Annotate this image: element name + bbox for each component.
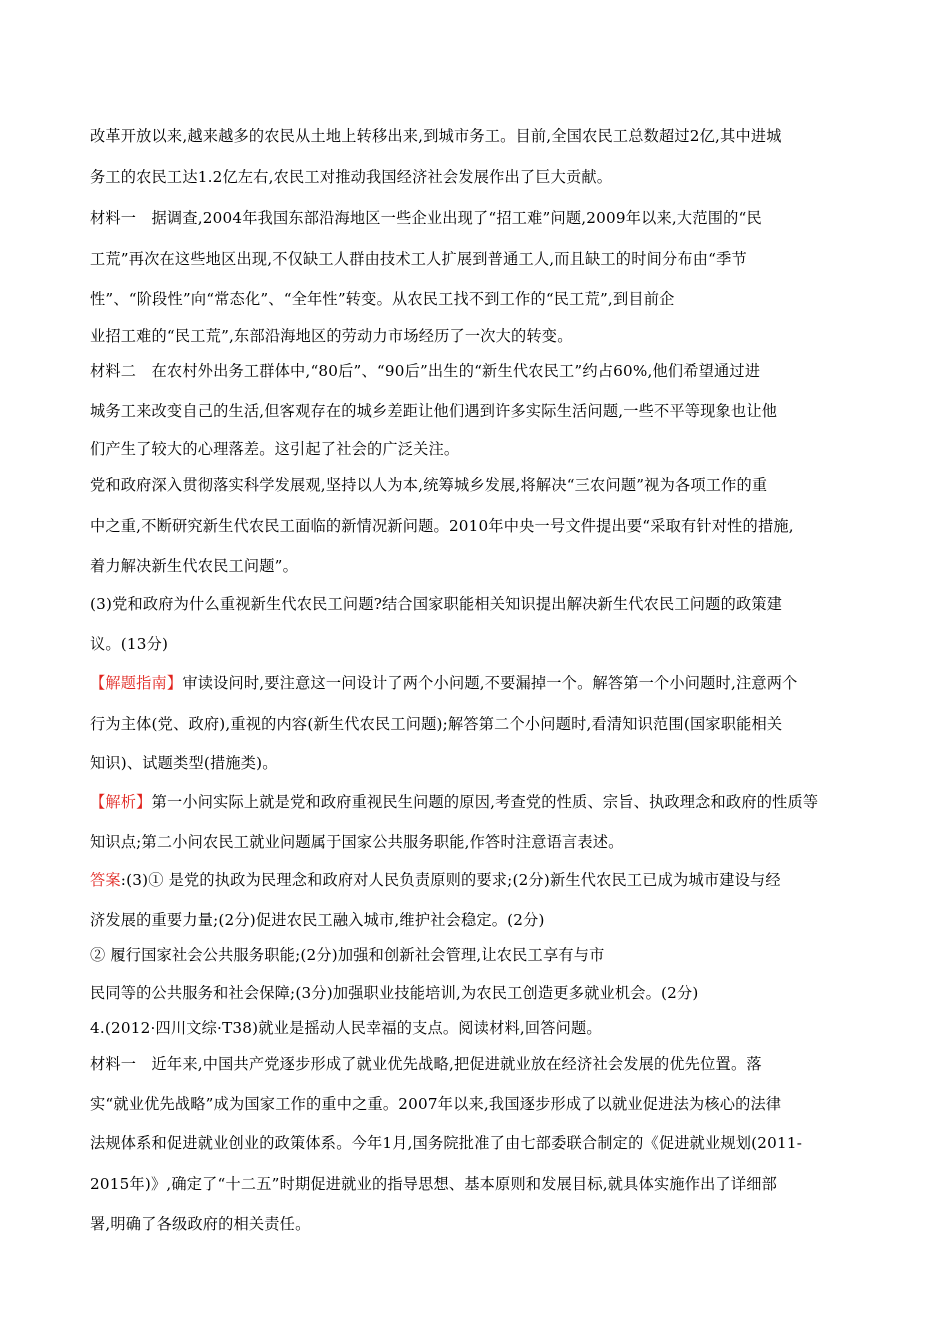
question-four-material-line-2: 实“就业优先战略”成为国家工作的重中之重。2007年以来,我国逐步形成了以就业促进法为核心的法律 (90, 1095, 782, 1113)
material-one-line-3: 性”、“阶段性”向“常态化”、“全年性”转变。从农民工找不到工作的“民工荒”,到目前企 (90, 290, 675, 308)
intro-line-2: 务工的农民工达1.2亿左右,农民工对推动我国经济社会发展作出了巨大贡献。 (90, 168, 613, 186)
material-one-line-1: 材料一 据调查,2004年我国东部沿海地区一些企业出现了“招工难”问题,2009年以来,大范围的“民 (90, 209, 762, 227)
guide-line-2: 行为主体(党、政府),重视的内容(新生代农民工问题);解答第二个小问题时,看清知识范围(国家职能相关 (90, 715, 783, 733)
question-four-material-line-5: 署,明确了各级政府的相关责任。 (90, 1215, 311, 1233)
material-two-line-3: 们产生了较大的心理落差。这引起了社会的广泛关注。 (90, 440, 460, 458)
guide-text: 审读设问时,要注意这一问设计了两个小问题,不要漏掉一个。解答第一个小问题时,注意两个 (182, 674, 798, 692)
material-two-line-1: 材料二 在农村外出务工群体中,“80后”、“90后”出生的“新生代农民工”约占60%,他们希望通过进 (90, 362, 761, 380)
analysis-line-1 (90, 792, 818, 812)
analysis-line-2: 知识点;第二小问农民工就业问题属于国家公共服务职能,作答时注意语言表述。 (90, 833, 624, 851)
answer-label: 答案 (90, 871, 121, 889)
question-four-material-line-3: 法规体系和促进就业创业的政策体系。今年1月,国务院批准了由七部委联合制定的《促进就业规划(2011- (90, 1134, 803, 1152)
guide-line-1 (90, 673, 798, 693)
policy-line-1: 党和政府深入贯彻落实科学发展观,坚持以人为本,统筹城乡发展,将解决“三农问题”视为各项工作的重 (90, 476, 768, 494)
analysis-text: 第一小问实际上就是党和政府重视民生问题的原因,考查党的性质、宗旨、执政理念和政府的性质等 (151, 793, 819, 811)
analysis-label: 【解析】 (90, 793, 152, 811)
answer-line-2: 济发展的重要力量;(2分)促进农民工融入城市,维护社会稳定。(2分) (90, 911, 545, 929)
material-two-line-2: 城务工来改变自己的生活,但客观存在的城乡差距让他们遇到许多实际生活问题,一些不平等现象也让他 (90, 402, 778, 420)
question-four-material-line-1: 材料一 近年来,中国共产党逐步形成了就业优先战略,把促进就业放在经济社会发展的优先位置。落 (90, 1055, 762, 1073)
guide-line-3: 知识)、试题类型(措施类)。 (90, 754, 278, 772)
answer-line-4: 民同等的公共服务和社会保障;(3分)加强职业技能培训,为农民工创造更多就业机会。(2分) (90, 984, 699, 1002)
intro-line-1: 改革开放以来,越来越多的农民从土地上转移出来,到城市务工。目前,全国农民工总数超过2亿,其中进城 (90, 127, 782, 145)
answer-text: :(3)① 是党的执政为民理念和政府对人民负责原则的要求;(2分)新生代农民工已成为城市建设与经 (120, 871, 781, 889)
question-line-1: (3)党和政府为什么重视新生代农民工问题?结合国家职能相关知识提出解决新生代农民工问题的政策建 (90, 595, 783, 613)
material-one-line-4: 业招工难的“民工荒”,东部沿海地区的劳动力市场经历了一次大的转变。 (90, 327, 573, 345)
answer-line-1 (90, 870, 781, 890)
question-four-title: 4.(2012·四川文综·T38)就业是摇动人民幸福的支点。阅读材料,回答问题。 (90, 1019, 602, 1037)
policy-line-3: 着力解决新生代农民工问题”。 (90, 557, 299, 575)
question-line-2: 议。(13分) (90, 635, 169, 653)
answer-line-3: ② 履行国家社会公共服务职能;(2分)加强和创新社会管理,让农民工享有与市 (90, 946, 605, 964)
question-four-material-line-4: 2015年)》,确定了“十二五”时期促进就业的指导思想、基本原则和发展目标,就具体实施作出了详细部 (90, 1175, 778, 1193)
material-one-line-2: 工荒”再次在这些地区出现,不仅缺工人群由技术工人扩展到普通工人,而且缺工的时间分布由“季节 (90, 250, 747, 268)
policy-line-2: 中之重,不断研究新生代农民工面临的新情况新问题。2010年中央一号文件提出要“采取有针对性的措施, (90, 517, 794, 535)
guide-label: 【解题指南】 (90, 674, 183, 692)
